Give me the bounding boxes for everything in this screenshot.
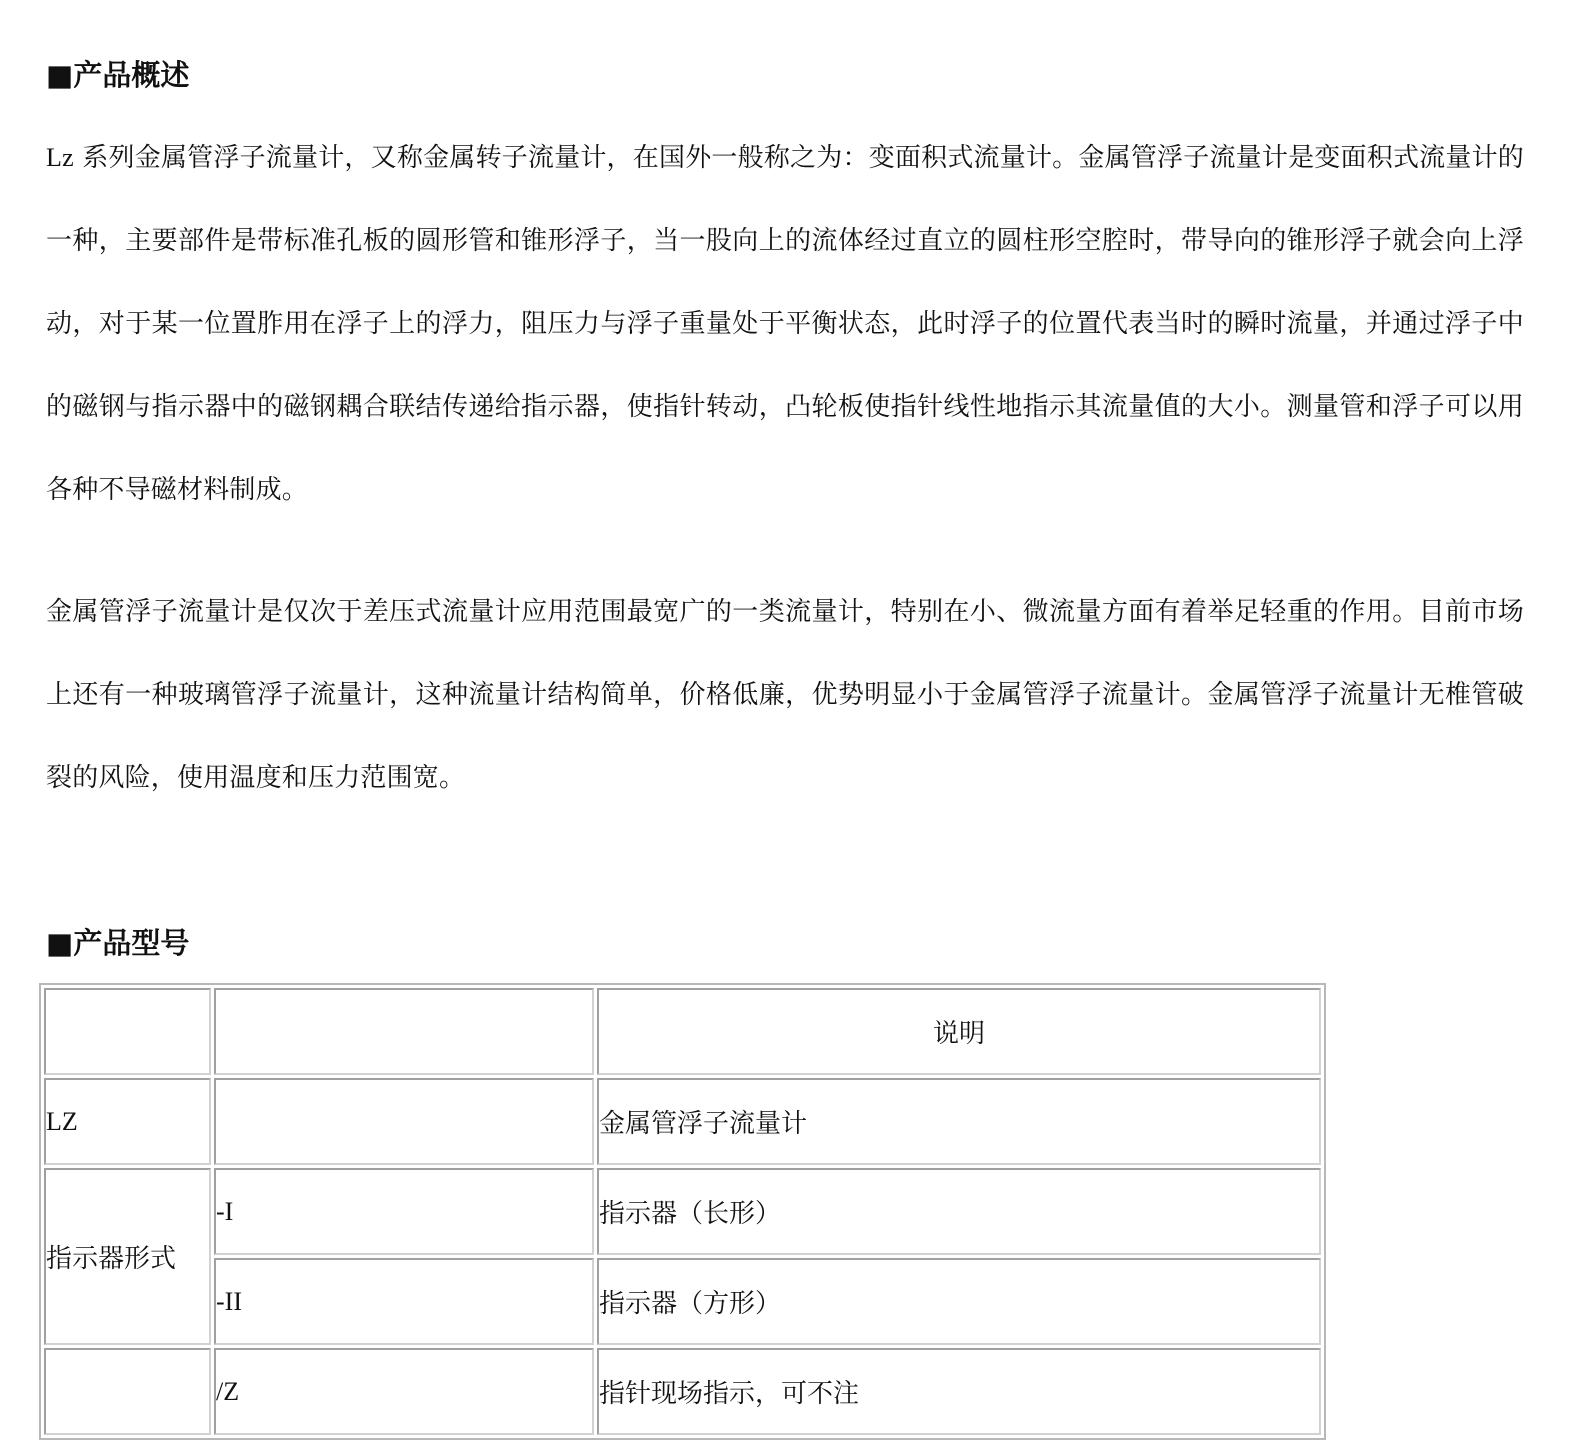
table-row [44,1168,1321,1255]
table-cell-code: /Z [214,1348,594,1435]
table-row [44,1258,1321,1345]
table-cell-code: -II [214,1258,594,1345]
table-cell-description: 指示器（方形） [597,1258,1321,1345]
overview-heading: ■产品概述 [46,58,190,92]
table-cell-code [214,1078,594,1165]
table-cell-description: 金属管浮子流量计 [597,1078,1321,1165]
series-code: Lz [46,143,74,172]
table-cell-code: -I [214,1168,594,1255]
overview-paragraph-1 [46,116,1524,532]
table-cell-type [44,1348,211,1435]
models-heading: ■产品型号 [46,926,190,960]
table-header-cell [214,988,594,1075]
table-header-cell-description: 说明 [597,988,1321,1075]
table-row [44,1078,1321,1165]
table-header-row [44,988,1321,1075]
table-cell-description: 指针现场指示，可不注 [597,1348,1321,1435]
table-header-cell [44,988,211,1075]
model-spec-table [39,983,1326,1440]
table-row [44,1348,1321,1435]
overview-paragraph-2: 金属管浮子流量计是仅次于差压式流量计应用范围最宽广的一类流量计，特别在小、微流量方面有着举足轻重的作用。目前市场上还有一种玻璃管浮子流量计，这种流量计结构简单，价格低廉，优势明显小于金属管浮子流量计。金属管浮子流量计无椎管破裂的风险，使用温度和压力范围宽。 [46,597,1524,793]
table-cell-type: 指示器形式 [44,1168,211,1345]
table-cell-description: 指示器（长形） [597,1168,1321,1255]
overview-paragraph-1-text: 系列金属管浮子流量计，又称金属转子流量计，在国外一般称之为：变面积式流量计。金属管浮子流量计是变面积式流量计的一种，主要部件是带标准孔板的圆形管和锥形浮子，当一股向上的流体经过直立的圆柱形空腔时，带导向的锥形浮子就会向上浮动，对于某一位置胙用在浮子上的浮力，阻压力与浮子重量处于平衡状态，此时浮子的位置代表当时的瞬时流量，并通过浮子中的磁钢与指示器中的磁钢耦合联结传递给指示器，使指针转动，凸轮板使指针线性地指示其流量值的大小。测量管和浮子可以用各种不导磁材料制成。 [46,143,1524,505]
table-cell-type: LZ [44,1078,211,1165]
